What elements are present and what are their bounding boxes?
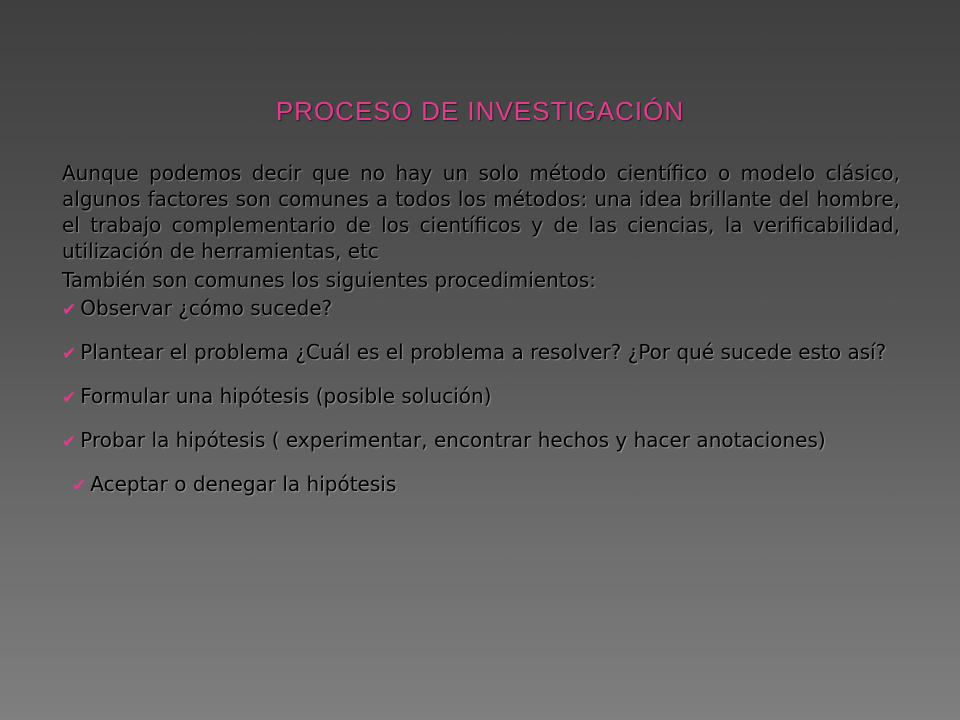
procedures-list (62, 295, 900, 499)
list-item (62, 295, 900, 323)
list-item (62, 427, 900, 455)
list-item-text: Aceptar o denegar la hipótesis (90, 472, 397, 496)
check-mark-icon: ✔ (62, 388, 77, 408)
check-mark-icon: ✔ (72, 476, 87, 496)
list-item (62, 383, 900, 411)
check-mark-icon: ✔ (62, 432, 77, 452)
list-item-text: Observar ¿cómo sucede? (80, 296, 333, 320)
list-item (62, 339, 900, 367)
list-item-text: Formular una hipótesis (posible solución) (80, 384, 492, 408)
procedures-intro: También son comunes los siguientes procedimientos: (62, 268, 596, 292)
list-item-text: Probar la hipótesis ( experimentar, encontrar hechos y hacer anotaciones) (80, 428, 826, 452)
list-item-text: Plantear el problema ¿Cuál es el problema a resolver? ¿Por qué sucede esto así? (80, 340, 887, 364)
list-item (62, 471, 900, 499)
check-mark-icon: ✔ (62, 300, 77, 320)
intro-paragraph: Aunque podemos decir que no hay un solo método científico o modelo clásico, algunos factores son comunes a todos los métodos: una idea brillante del hombre, el trabajo complementario de los científicos y de las ciencias, la verificabilidad, utilización de herramientas, etc (62, 161, 900, 263)
check-mark-icon: ✔ (62, 344, 77, 364)
slide-body (62, 160, 900, 515)
slide-title: PROCESO DE INVESTIGACIÓN (275, 96, 685, 126)
